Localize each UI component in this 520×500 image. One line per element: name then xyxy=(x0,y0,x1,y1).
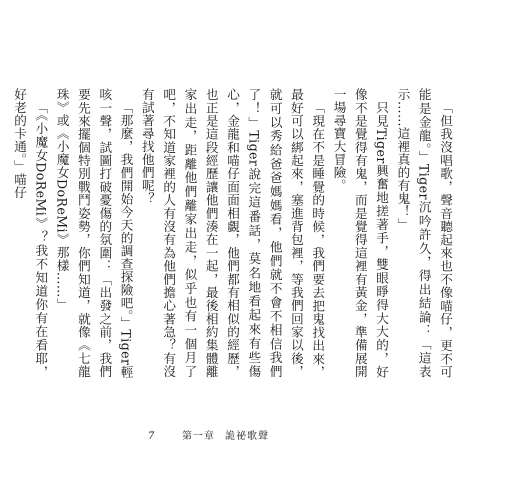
chapter-title: 詭祕歌聲 xyxy=(225,431,269,442)
paragraph: 只見Tiger興奮地搓著手，雙眼睜得大大的，好像不是覺得有鬼，而是覺得這裡有黃金，準備展開一場尋寶大冒險。 xyxy=(331,88,390,378)
page-number: 7 xyxy=(148,431,155,442)
page-footer xyxy=(148,427,269,442)
chapter-label: 第一章 xyxy=(182,431,215,442)
paragraph: 「《小魔女DoReMi》？我不知道你有在看耶，好老的卡通。」喵仔 xyxy=(12,88,49,378)
paragraph: 「現在不是睡覺的時候，我們要去把鬼找出來，最好可以綁起來，塞進背包裡，等我們回家以後，就可以秀給爸爸媽媽看，他們就不會不相信我們了！」Tiger說完這番話，莫名地看起來有些傷心，金龍和喵仔面面相覷，他們都有相似的經歷，也正是這段經歷讓他們湊在一起，最後相約集體離家出走，距離他們離家出走，似乎也有一個月了吧，不知道家裡的人有沒有為他們擔心著急？有沒有試著尋找他們呢？ xyxy=(139,88,326,378)
paragraph: 「那麼，我們開始今天的調查探險吧。」Tiger輕咳一聲，試圖打破憂傷的氛圍：「出發之前，我們要先來擺個特別戰鬥姿勢，你們知道，就像《七龍珠》或《小魔女DoReMi》那樣……」 xyxy=(54,88,134,378)
body-text xyxy=(9,88,456,378)
paragraph: 「但我沒唱歌，聲音聽起來也不像喵仔，更不可能是金龍。」Tiger沉吟許久，得出結論：「這表示……這裡真的有鬼！」 xyxy=(395,88,453,378)
